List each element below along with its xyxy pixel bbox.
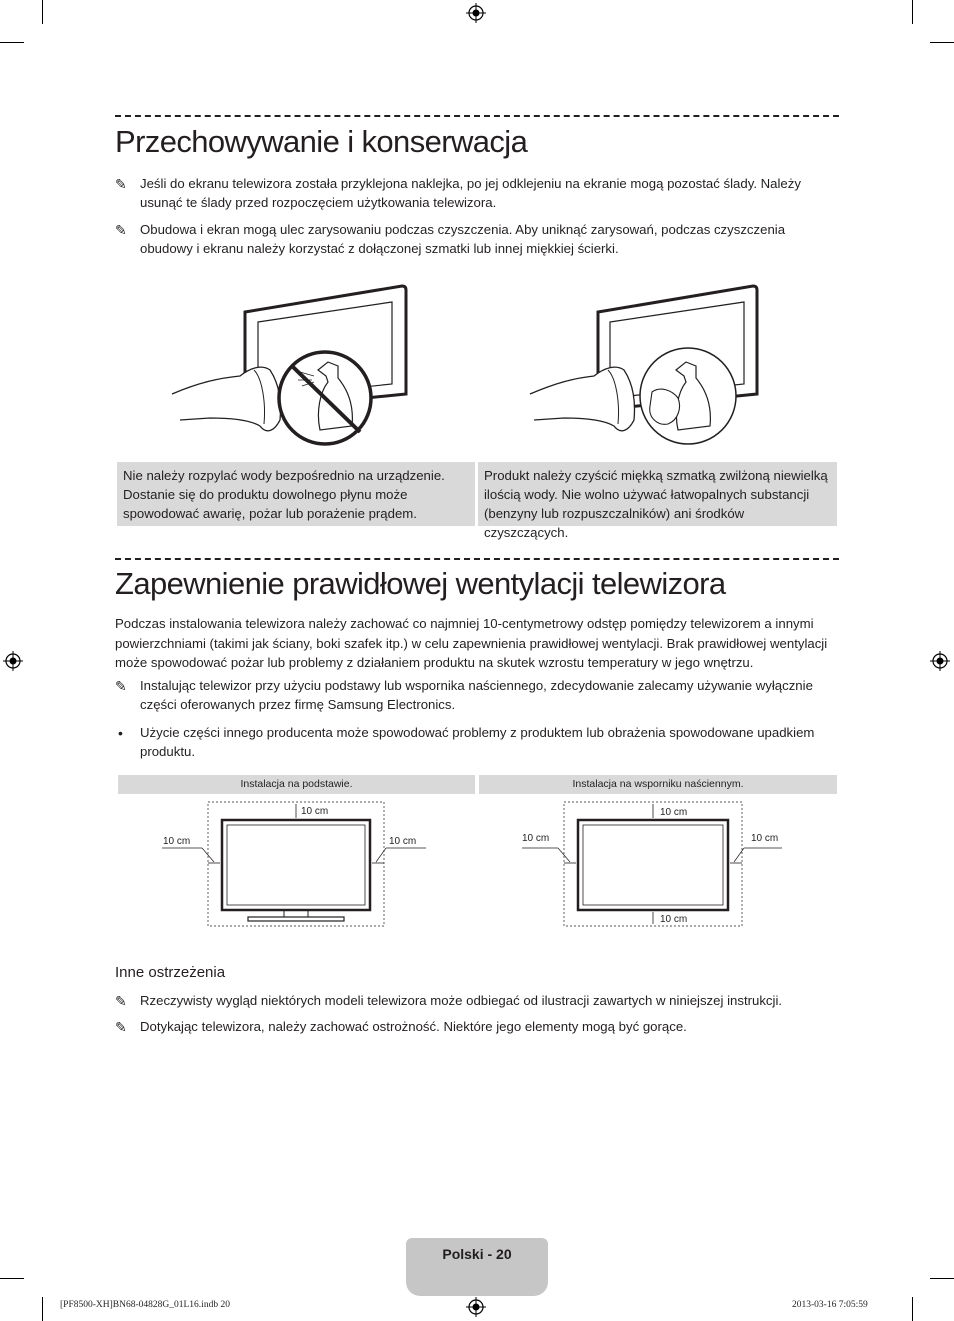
dim-top-label: 10 cm	[301, 806, 329, 817]
note-text: Jeśli do ekranu telewizora została przyklejona naklejka, po jej odklejeniu na ekranie mogą pozostać ślady. Należy usunąć te ślady przed rozpoczęciem użytkowania telewizora.	[140, 176, 801, 210]
bullet-text: Użycie części innego producenta może spowodować problemy z produktem lub obrażenia spowodowane upadkiem produktu.	[140, 725, 815, 759]
caption-no-spray: Nie należy rozpylać wody bezpośrednio na urządzenie. Dostanie się do produktu dowolnego płynu może spowodować awarię, pożar lub porażenie prądem.	[117, 462, 475, 526]
install-wall-header: Instalacja na wsporniku naściennym.	[479, 775, 837, 794]
pencil-note-icon: ✎	[115, 222, 127, 238]
crop-mark	[912, 1297, 913, 1321]
registration-mark-icon	[930, 651, 950, 671]
subsection-title-other-warnings: Inne ostrzeżenia	[115, 964, 226, 981]
note-text: Rzeczywisty wygląd niektórych modeli telewizora może odbiegać od ilustracji zawartych w niniejszej instrukcji.	[140, 993, 783, 1008]
crop-mark	[42, 0, 43, 24]
caption-wipe-cloth: Produkt należy czyścić miękką szmatką zwilżoną niewielką ilością wody. Nie wolno używać łatwopalnych substancji (benzyny lub rozpuszczalników) ani środków czyszczących.	[478, 462, 837, 526]
section-title-ventilation: Zapewnienie prawidłowej wentylacji telewizora	[115, 566, 726, 601]
note-item	[115, 1018, 815, 1038]
crop-mark	[42, 1297, 43, 1321]
pencil-note-icon: ✎	[115, 678, 127, 694]
illustration-wipe-cloth	[528, 282, 778, 448]
bullet-icon: •	[118, 725, 123, 741]
note-item	[115, 992, 815, 1012]
ventilation-intro: Podczas instalowania telewizora należy zachować co najmniej 10-centymetrowy odstęp pomiędzy telewizorem a innymi powierzchniami (takimi jak ściany, boki szafek itp.) w celu zapewnienia prawidłowej wentylacji. Brak prawidłowej wentylacji może spowodować pożar lub problemy z działaniem produktu na skutek wzrostu temperatury w jego wnętrzu.	[115, 616, 828, 670]
footer-file-info: [PF8500-XH]BN68-04828G_01L16.indb 20	[60, 1300, 230, 1310]
note-item	[115, 221, 815, 259]
crop-mark	[0, 1278, 24, 1279]
section-divider	[115, 115, 839, 117]
dim-left-label: 10 cm	[163, 836, 191, 847]
dim-top-label: 10 cm	[660, 807, 688, 818]
note-item	[115, 175, 815, 213]
footer-date-info: 2013-03-16 7:05:59	[792, 1300, 868, 1310]
crop-mark	[930, 1278, 954, 1279]
section-title-storage: Przechowywanie i konserwacja	[115, 124, 528, 159]
pencil-note-icon: ✎	[115, 176, 127, 192]
note-item	[115, 677, 815, 715]
registration-mark-icon	[466, 1297, 486, 1317]
diagram-stand-clearance	[160, 796, 440, 931]
dim-left-label: 10 cm	[522, 833, 550, 844]
registration-mark-icon	[466, 3, 486, 23]
dim-right-label: 10 cm	[389, 836, 417, 847]
install-stand-header: Instalacja na podstawie.	[118, 775, 475, 794]
crop-mark	[930, 42, 954, 43]
note-text: Dotykając telewizora, należy zachować ostrożność. Niektóre jego elementy mogą być gorące.	[140, 1019, 687, 1034]
page-number: Polski - 20	[442, 1246, 512, 1262]
dim-bottom-label: 10 cm	[660, 914, 688, 925]
crop-mark	[912, 0, 913, 24]
pencil-note-icon: ✎	[115, 993, 127, 1009]
illustration-no-spray	[170, 282, 420, 448]
note-text: Instalując telewizor przy użyciu podstawy lub wspornika naściennego, zdecydowanie zalecamy używanie wyłącznie części oferowanych przez firmę Samsung Electronics.	[140, 678, 813, 712]
section-divider	[115, 558, 839, 560]
bullet-item	[115, 724, 815, 762]
pencil-note-icon: ✎	[115, 1019, 127, 1035]
dim-right-label: 10 cm	[751, 833, 779, 844]
crop-mark	[0, 42, 24, 43]
registration-mark-icon	[3, 651, 23, 671]
note-text: Obudowa i ekran mogą ulec zarysowaniu podczas czyszczenia. Aby uniknąć zarysowań, podczas czyszczenia obudowy i ekranu należy korzystać z dołączonej szmatki lub innej miękkiej ścierki.	[140, 222, 786, 256]
